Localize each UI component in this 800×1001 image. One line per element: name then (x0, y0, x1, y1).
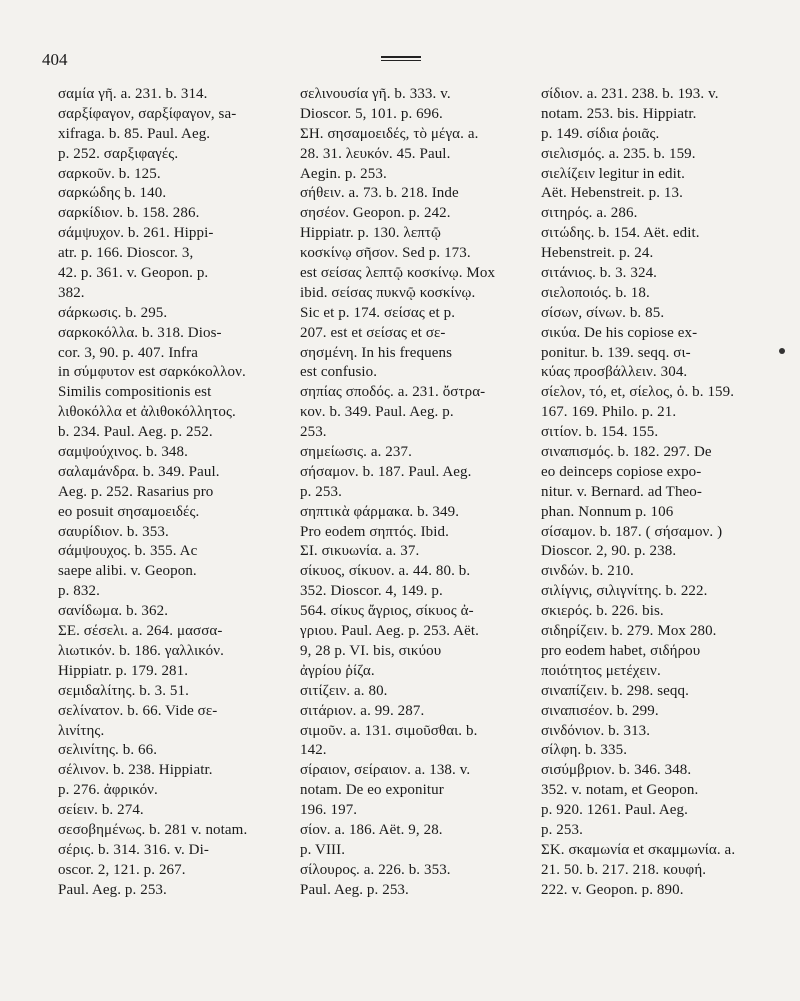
index-line: σινδόνιον. b. 313. (541, 722, 651, 739)
index-line: λιωτικόν. b. 186. γαλλικόν. (58, 642, 224, 659)
margin-ink-dot (779, 348, 785, 354)
page-number: 404 (42, 50, 68, 69)
index-line: σιναπίζειν. b. 298. seqq. (541, 682, 689, 699)
index-line: σιελισμός. a. 235. b. 159. (541, 145, 696, 162)
index-line: in σύμφυτον est σαρκόκολλον. (58, 364, 246, 381)
index-line: σικύα. De his copiose ex- (541, 324, 698, 341)
index-line: p. 253. (300, 483, 342, 500)
index-line: σιελίζειν legitur in edit. (541, 165, 685, 182)
index-line: 167. 169. Philo. p. 21. (541, 404, 677, 421)
index-column-1 (58, 85, 284, 901)
index-line: σηπτικὰ φάρμακα. b. 349. (300, 503, 460, 520)
index-line: Dioscor. 5, 101. p. 696. (300, 105, 443, 122)
index-line: σίσαμον. b. 187. ( σήσαμον. ) (541, 523, 723, 540)
index-line: Pro eodem σηπτός. Ibid. (300, 523, 450, 540)
index-line: σίσων, σίνων. b. 85. (541, 304, 665, 321)
index-line: 28. 31. λευκόν. 45. Paul. (300, 145, 451, 162)
index-line: Hippiatr. p. 130. λεπτῷ (300, 225, 442, 242)
index-line: p. VIII. (300, 841, 346, 858)
index-line: σίλουρος. a. 226. b. 353. (300, 861, 451, 878)
index-line: 222. v. Geopon. p. 890. (541, 881, 684, 898)
index-line: Dioscor. 2, 90. p. 238. (541, 543, 677, 560)
index-line: γριου. Paul. Aeg. p. 253. Aët. (300, 623, 479, 640)
header-rule (381, 56, 421, 61)
index-line: λινίτης. (58, 722, 105, 739)
index-line: eo deinceps copiose expo- (541, 463, 702, 480)
index-line: p. 832. (58, 583, 100, 600)
index-line: Paul. Aeg. p. 253. (58, 881, 167, 898)
index-line: 352. Dioscor. 4, 149. p. (300, 583, 443, 600)
index-line: oscor. 2, 121. p. 267. (58, 861, 186, 878)
index-line: σεσοβημένως. b. 281 v. notam. (58, 821, 248, 838)
index-line: ponitur. b. 139. seqq. σι- (541, 344, 691, 361)
index-line: σισύμβριον. b. 346. 348. (541, 762, 692, 779)
index-line: σιτίζειν. a. 80. (300, 682, 388, 699)
index-line: σήθειν. a. 73. b. 218. Inde (300, 185, 459, 202)
index-line: eo posuit σησαμοειδές. (58, 503, 200, 520)
index-line: σάρκωσις. b. 295. (58, 304, 168, 321)
index-line: 564. σίκυς ἄγριος, σίκυος ἀ- (300, 603, 474, 620)
index-line: 196. 197. (300, 802, 358, 819)
index-line: cor. 3, 90. p. 407. Infra (58, 344, 198, 361)
index-line: σέρις. b. 314. 316. v. Di- (58, 841, 209, 858)
index-line: σεμιδαλίτης. b. 3. 51. (58, 682, 189, 699)
index-line: σαμψούχινος. b. 348. (58, 444, 188, 461)
index-line: 207. est et σείσας et σε- (300, 324, 446, 341)
index-line: 352. v. notam, et Geopon. (541, 782, 699, 799)
index-line: σελίνατον. b. 66. Vide σε- (58, 702, 218, 719)
index-line: σέλινον. b. 238. Hippiatr. (58, 762, 213, 779)
index-line: Paul. Aeg. p. 253. (300, 881, 409, 898)
index-line: ΣΙ. σικυωνία. a. 37. (300, 543, 420, 560)
index-line: Similis compositionis est (58, 384, 212, 401)
index-line: σίλφη. b. 335. (541, 742, 628, 759)
index-line: notam. De eo exponitur (300, 782, 444, 799)
index-line: σίραιον, σείραιον. a. 138. v. (300, 762, 471, 779)
index-line: κύας προσβάλλειν. 304. (541, 364, 688, 381)
index-line: σημείωσις. a. 237. (300, 444, 412, 461)
index-line: 142. (300, 742, 327, 759)
index-line: σείειν. b. 274. (58, 802, 144, 819)
index-line: σαυρίδιον. b. 353. (58, 523, 169, 540)
index-line: notam. 253. bis. Hippiatr. (541, 105, 697, 122)
index-line: σάμψουχος. b. 355. Ac (58, 543, 198, 560)
index-line: σησμένη. In his frequens (300, 344, 453, 361)
index-line: p. 252. σαρξιφαγές. (58, 145, 179, 162)
index-line: σκιερός. b. 226. bis. (541, 603, 664, 620)
index-line: ποιότητος μετέχειν. (541, 662, 661, 679)
index-line: σελινουσία γῆ. b. 333. v. (300, 86, 451, 102)
index-line: est σείσας λεπτῷ κοσκίνῳ. Mox (300, 265, 496, 282)
index-line: λιθοκόλλα et ἀλιθοκόλλητος. (58, 404, 236, 421)
index-line: σιναπισέον. b. 299. (541, 702, 659, 719)
index-line: atr. p. 166. Dioscor. 3, (58, 245, 194, 262)
index-line: Aët. Hebenstreit. p. 13. (541, 185, 683, 202)
index-line: σιτηρός. a. 286. (541, 205, 638, 222)
index-line: b. 234. Paul. Aeg. p. 252. (58, 424, 213, 441)
index-line: σαρκοῦν. b. 125. (58, 165, 161, 182)
index-line: pro eodem habet, σιδήρου (541, 642, 701, 659)
index-line: σιναπισμός. b. 182. 297. De (541, 444, 712, 461)
index-line: σιτίον. b. 154. 155. (541, 424, 659, 441)
index-line: p. 920. 1261. Paul. Aeg. (541, 802, 688, 819)
index-line: xifraga. b. 85. Paul. Aeg. (58, 125, 211, 142)
index-line: 9, 28 p. VI. bis, σικύου (300, 642, 442, 659)
index-line: p. 149. σίδια ῥοιᾶς. (541, 125, 660, 142)
index-line: σιτώδης. b. 154. Aët. edit. (541, 225, 700, 242)
index-line: est confusio. (300, 364, 378, 381)
index-line: ΣΚ. σκαμωνία et σκαμμωνία. a. (541, 841, 736, 858)
index-line: 253. (300, 424, 327, 441)
index-line: ΣΕ. σέσελι. a. 264. μασσα- (58, 623, 223, 640)
index-line: σίκυος, σίκυον. a. 44. 80. b. (300, 563, 471, 580)
index-line: σάμψυχον. b. 261. Hippi- (58, 225, 214, 242)
index-line: ΣΗ. σησαμοειδές, τὸ μέγα. a. (300, 125, 479, 142)
index-line: Aegin. p. 253. (300, 165, 387, 182)
index-line: Aeg. p. 252. Rasarius pro (58, 483, 214, 500)
index-line: σιδηρίζειν. b. 279. Mox 280. (541, 623, 717, 640)
index-line: κοσκίνῳ σῆσον. Sed p. 173. (300, 245, 471, 262)
index-line: σίον. a. 186. Aët. 9, 28. (300, 821, 443, 838)
index-line: σιτάριον. a. 99. 287. (300, 702, 425, 719)
index-line: σιτάνιος. b. 3. 324. (541, 265, 658, 282)
index-line: ibid. σείσας πυκνῷ κοσκίνῳ. (300, 284, 476, 301)
index-line: 382. (58, 284, 85, 301)
index-line: Hippiatr. p. 179. 281. (58, 662, 189, 679)
index-line: σήσαμον. b. 187. Paul. Aeg. (300, 463, 472, 480)
index-line: σιμοῦν. a. 131. σιμοῦσθαι. b. (300, 722, 478, 739)
index-line: σαμία γῆ. a. 231. b. 314. (58, 86, 208, 102)
index-line: ἀγρίου ῥίζα. (300, 662, 375, 679)
index-line: σηπίας σποδός. a. 231. ὄστρα- (300, 384, 486, 401)
index-line: nitur. v. Bernard. ad Theo- (541, 483, 702, 500)
index-line: 21. 50. b. 217. 218. κουφή. (541, 861, 707, 878)
index-line: σαλαμάνδρα. b. 349. Paul. (58, 463, 220, 480)
index-line: 42. p. 361. v. Geopon. p. (58, 265, 209, 282)
index-line: σαρκώδης b. 140. (58, 185, 167, 202)
index-line: σαρκίδιον. b. 158. 286. (58, 205, 200, 222)
index-column-3 (541, 85, 767, 901)
index-line: Hebenstreit. p. 24. (541, 245, 654, 262)
index-line: phan. Nonnum p. 106 (541, 503, 674, 520)
index-line: σιελοποιός. b. 18. (541, 284, 650, 301)
index-line: σιλίγνις, σιλιγνίτης. b. 222. (541, 583, 708, 600)
index-line: σίελον, τό, et, σίελος, ὁ. b. 159. (541, 384, 735, 401)
index-line: σίδιον. a. 231. 238. b. 193. v. (541, 86, 719, 102)
index-line: σανίδωμα. b. 362. (58, 603, 169, 620)
index-line: σαρκοκόλλα. b. 318. Dios- (58, 324, 222, 341)
index-line: κον. b. 349. Paul. Aeg. p. (300, 404, 454, 421)
index-line: σησέον. Geopon. p. 242. (300, 205, 451, 222)
index-line: Sic et p. 174. σείσας et p. (300, 304, 456, 321)
index-line: p. 276. ἀφρικόν. (58, 782, 158, 799)
index-line: σελινίτης. b. 66. (58, 742, 158, 759)
index-line: p. 253. (541, 821, 583, 838)
index-line: σινδών. b. 210. (541, 563, 634, 580)
index-line: σαρξίφαγον, σαρξίφαγον, sa- (58, 105, 237, 122)
index-line: saepe alibi. v. Geopon. (58, 563, 197, 580)
index-column-2 (300, 85, 526, 901)
